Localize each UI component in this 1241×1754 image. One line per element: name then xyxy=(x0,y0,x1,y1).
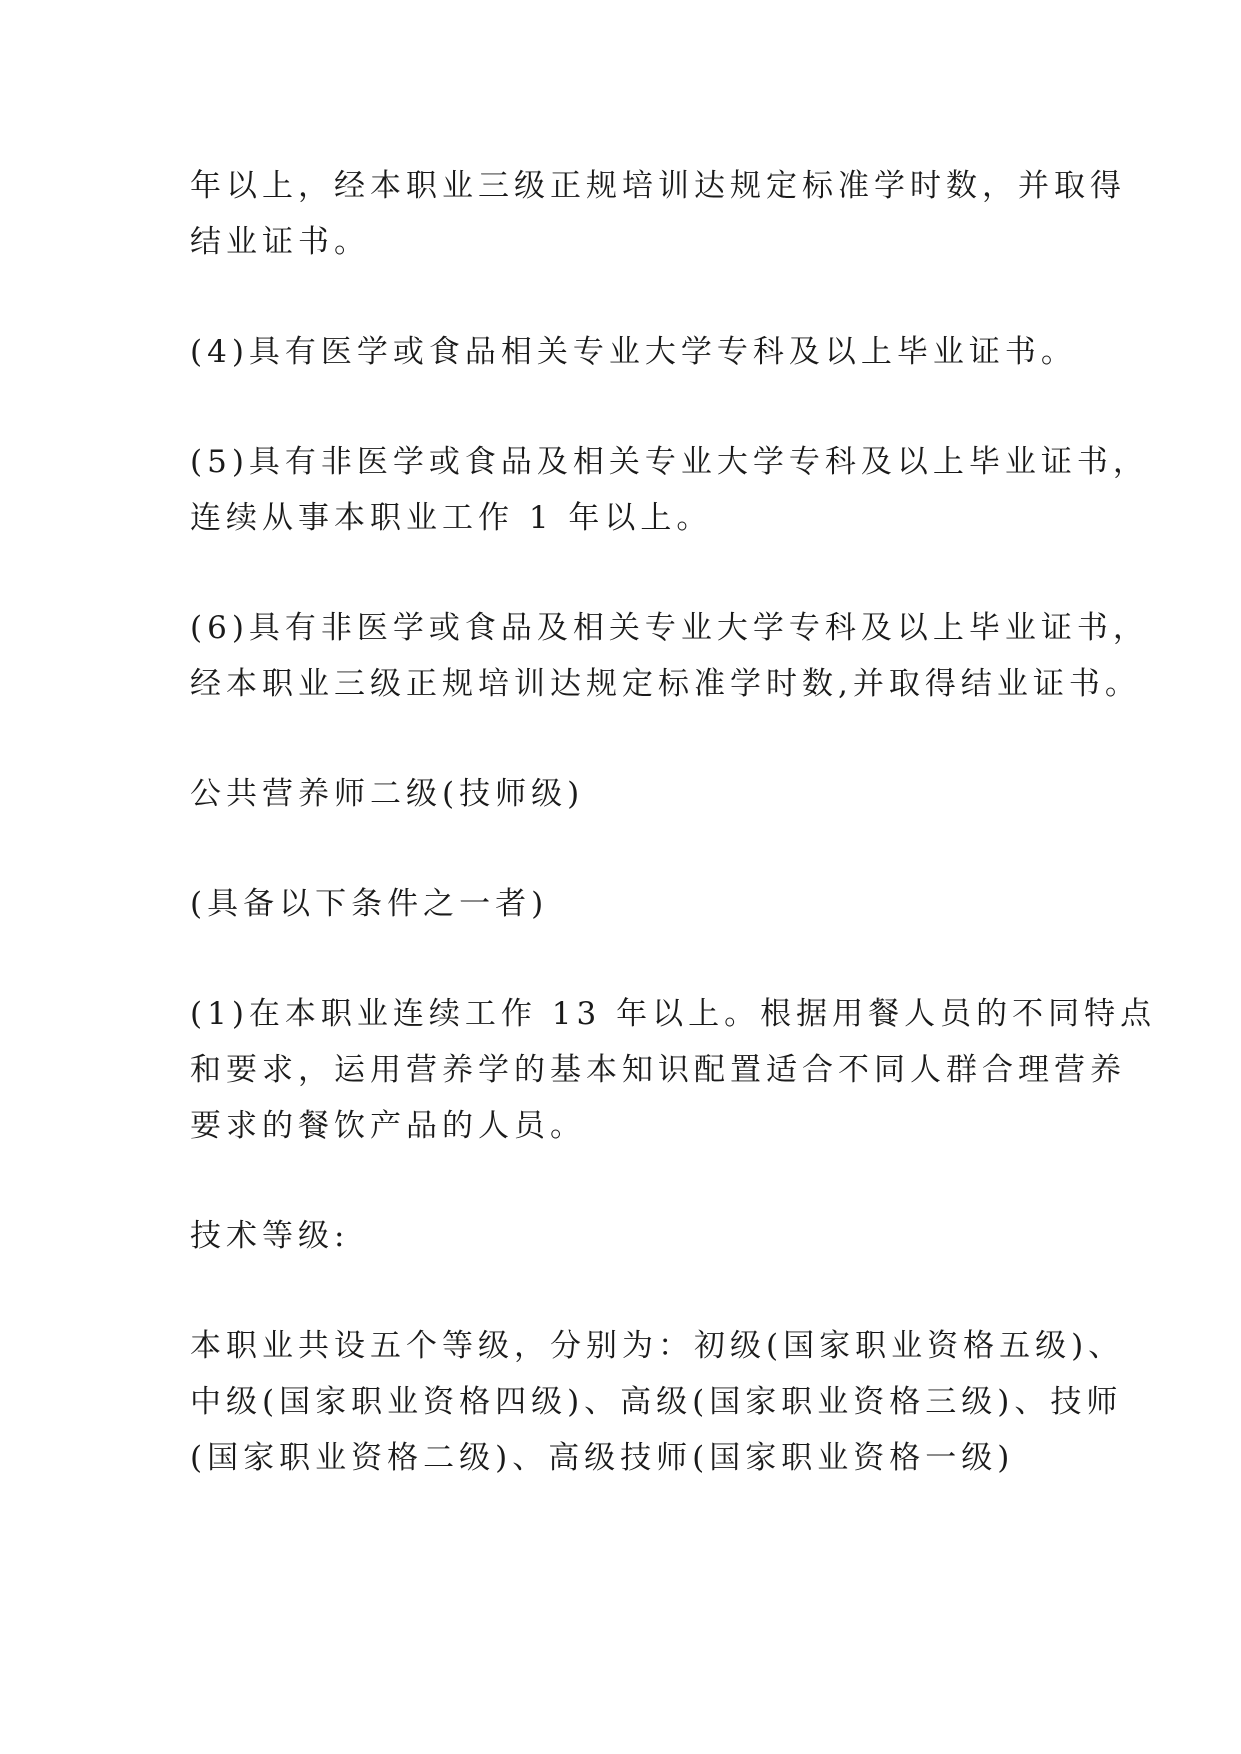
text-line: (5)具有非医学或食品及相关专业大学专科及以上毕业证书， xyxy=(190,444,1149,480)
section-heading-level-2 xyxy=(190,766,1060,822)
paragraph-item-5 xyxy=(190,434,1149,546)
text-line: 结业证书。 xyxy=(190,224,370,260)
text-line: 和要求，运用营养学的基本知识配置适合不同人群合理营养 xyxy=(190,1052,1126,1088)
text-line: 技术等级: xyxy=(190,1218,350,1254)
text-line: 中级(国家职业资格四级)、高级(国家职业资格三级)、技师 xyxy=(190,1384,1123,1420)
text-line: 年以上，经本职业三级正规培训达规定标准学时数，并取得 xyxy=(190,168,1126,204)
text-line: 公共营养师二级(技师级) xyxy=(190,776,585,812)
paragraph-levels-description xyxy=(190,1318,1125,1486)
text-line: (1)在本职业连续工作 13 年以上。根据用餐人员的不同特点 xyxy=(190,996,1157,1032)
text-line: (6)具有非医学或食品及相关专业大学专科及以上毕业证书， xyxy=(190,610,1149,646)
text-line: 要求的餐饮产品的人员。 xyxy=(190,1108,586,1144)
text-line: (国家职业资格二级)、高级技师(国家职业资格一级) xyxy=(190,1440,1015,1476)
paragraph-training-continuation xyxy=(190,158,1126,270)
section-heading-tech-levels xyxy=(190,1208,1060,1264)
paragraph-item-6 xyxy=(190,600,1149,712)
text-line: (具备以下条件之一者) xyxy=(190,886,549,922)
text-line: 连续从事本职业工作 1 年以上。 xyxy=(190,500,713,536)
text-line: (4)具有医学或食品相关专业大学专科及以上毕业证书。 xyxy=(190,334,1077,370)
paragraph-item-1 xyxy=(190,986,1157,1154)
paragraph-conditions-note xyxy=(190,876,1060,932)
text-line: 本职业共设五个等级，分别为：初级(国家职业资格五级)、 xyxy=(190,1328,1125,1364)
paragraph-item-4 xyxy=(190,324,1077,380)
document-body xyxy=(190,158,1157,1540)
text-line: 经本职业三级正规培训达规定标准学时数,并取得结业证书。 xyxy=(190,666,1141,702)
